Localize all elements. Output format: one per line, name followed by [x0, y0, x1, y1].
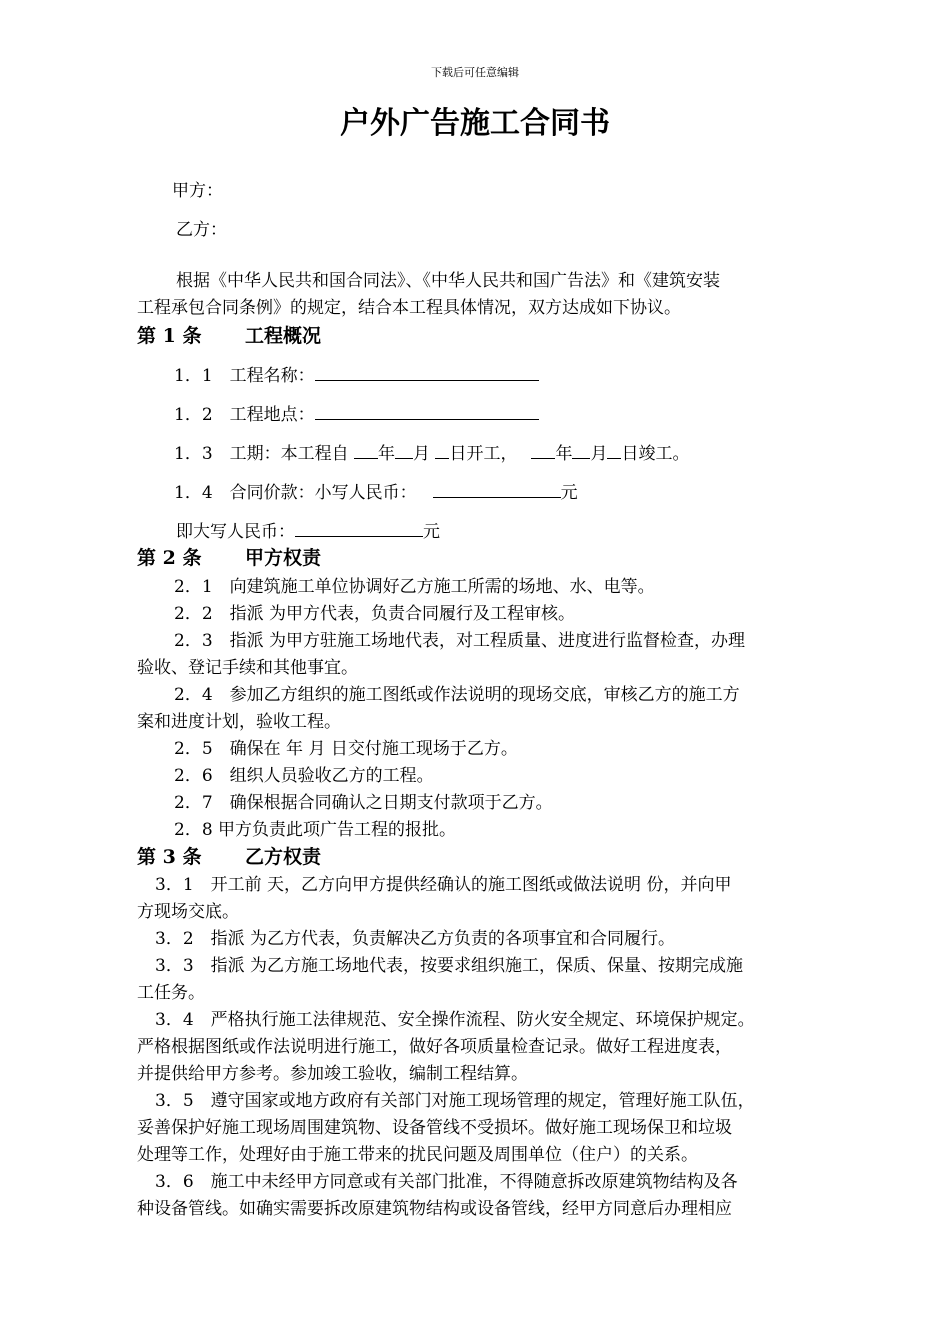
article-2-line: 2．8 甲方负责此项广告工程的报批。 [174, 820, 457, 840]
item-1-4-upper [176, 521, 440, 543]
article-3-line: 严格根据图纸或作法说明进行施工，做好各项质量检查记录。做好工程进度表， [137, 1037, 732, 1057]
article-2-line: 2．6 组织人员验收乙方的工程。 [174, 766, 434, 786]
price-lower-blank [433, 482, 561, 498]
article-2-line: 2．4 参加乙方组织的施工图纸或作法说明的现场交底，审核乙方的施工方 [174, 685, 740, 705]
item-1-3-month: 月 [413, 444, 436, 464]
article-3-line: 3．3 指派 为乙方施工场地代表，按要求组织施工，保质、保量、按期完成施 [155, 956, 744, 976]
document-title: 户外广告施工合同书 [340, 106, 610, 141]
article-1-number: 第 1 条 [137, 325, 202, 347]
article-2-line: 验收、登记手续和其他事宜。 [137, 658, 358, 678]
party-b-label: 乙方： [176, 220, 227, 240]
article-3-line: 种设备管线。如确实需要拆改原建筑物结构或设备管线，经甲方同意后办理相应 [137, 1199, 732, 1219]
article-2-number: 第 2 条 [137, 547, 202, 569]
item-1-1-label: 1．1 工程名称： [174, 366, 315, 386]
item-1-3 [174, 443, 689, 465]
article-3-title: 乙方权责 [245, 846, 322, 868]
item-1-3-start: 日开工， [449, 444, 518, 464]
end-year-blank [531, 443, 555, 459]
article-3-line: 并提供给甲方参考。参加竣工验收，编制工程结算。 [137, 1064, 528, 1084]
item-1-4 [174, 482, 578, 504]
project-location-blank [315, 404, 539, 420]
item-1-3-year-2: 年 [555, 444, 573, 464]
price-upper-blank [295, 521, 423, 537]
article-3-heading [137, 845, 321, 869]
article-3-line: 处理等工作，处理好由于施工带来的扰民问题及周围单位（住户）的关系。 [137, 1145, 698, 1165]
preamble-line-1: 根据《中华人民共和国合同法》、《中华人民共和国广告法》和《建筑安装 [176, 271, 720, 291]
article-3-line: 3．1 开工前 天，乙方向甲方提供经确认的施工图纸或做法说明 份，并向甲 [155, 875, 732, 895]
end-day-blank [607, 443, 621, 459]
start-year-blank [354, 443, 378, 459]
start-day-blank [435, 443, 449, 459]
item-1-4-unit: 元 [560, 483, 578, 503]
item-1-3-year: 年 [378, 444, 396, 464]
article-3-line: 方现场交底。 [137, 902, 239, 922]
item-1-4-upper-label: 即大写人民币： [176, 522, 295, 542]
article-1-title: 工程概况 [245, 325, 322, 347]
article-2-line: 2．2 指派 为甲方代表，负责合同履行及工程审核。 [174, 604, 576, 624]
end-month-blank [572, 443, 590, 459]
article-3-line: 3．2 指派 为乙方代表，负责解决乙方负责的各项事宜和合同履行。 [155, 929, 676, 949]
item-1-2-label: 1．2 工程地点： [174, 405, 315, 425]
article-3-number: 第 3 条 [137, 846, 202, 868]
preamble-line-2: 工程承包合同条例》的规定，结合本工程具体情况，双方达成如下协议。 [137, 298, 681, 318]
article-2-line: 2．3 指派 为甲方驻施工场地代表，对工程质量、进度进行监督检查，办理 [174, 631, 746, 651]
article-2-line: 2．1 向建筑施工单位协调好乙方施工所需的场地、水、电等。 [174, 577, 655, 597]
article-3-line: 3．4 严格执行施工法律规范、安全操作流程、防火安全规定、环境保护规定。 [155, 1010, 755, 1030]
item-1-3-text-start: 1．3 工期：本工程自 [174, 444, 355, 464]
start-month-blank [395, 443, 413, 459]
project-name-blank [315, 365, 539, 381]
article-2-title: 甲方权责 [245, 547, 322, 569]
article-1-heading [137, 324, 321, 348]
article-3-line: 3．5 遵守国家或地方政府有关部门对施工现场管理的规定，管理好施工队伍， [155, 1091, 755, 1111]
item-1-3-month-2: 月 [590, 444, 608, 464]
item-1-4-upper-unit: 元 [423, 522, 440, 542]
article-2-line: 2．7 确保根据合同确认之日期支付款项于乙方。 [174, 793, 553, 813]
article-3-line: 工任务。 [137, 983, 205, 1003]
item-1-4-label: 1．4 合同价款：小写人民币： [174, 483, 417, 503]
article-2-heading [137, 546, 321, 570]
article-3-line: 3．6 施工中未经甲方同意或有关部门批准，不得随意拆改原建筑物结构及各 [155, 1172, 738, 1192]
article-3-line: 妥善保护好施工现场周围建筑物、设备管线不受损坏。做好施工现场保卫和垃圾 [137, 1118, 732, 1138]
item-1-2 [174, 404, 539, 426]
article-2-line: 案和进度计划，验收工程。 [137, 712, 341, 732]
item-1-3-end: 日竣工。 [621, 444, 690, 464]
page-header: 下载后可任意编辑 [431, 66, 519, 79]
item-1-1 [174, 365, 539, 387]
party-a-label: 甲方： [172, 181, 223, 201]
article-2-line: 2．5 确保在 年 月 日交付施工现场于乙方。 [174, 739, 518, 759]
